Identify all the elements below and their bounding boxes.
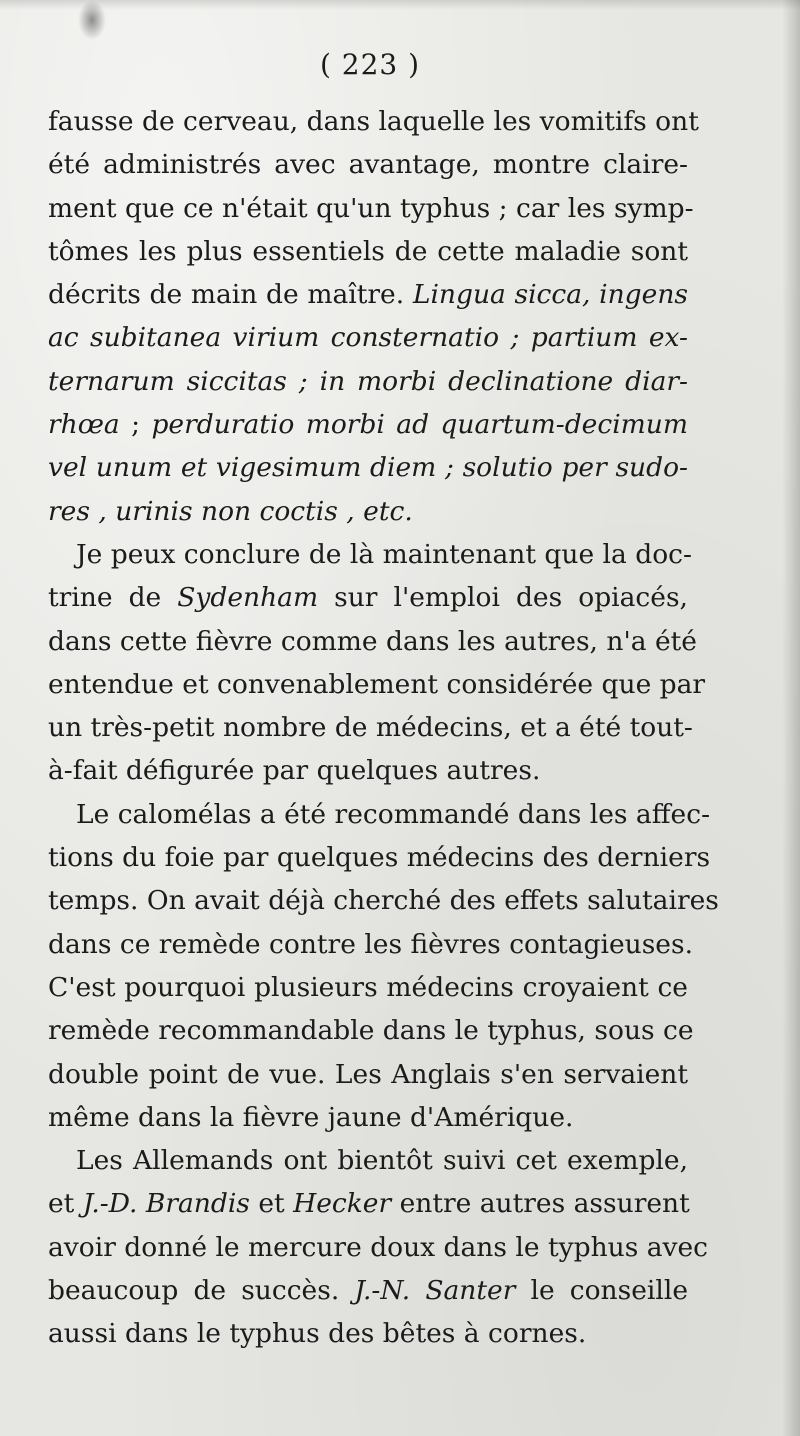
page-number: ( 223 ) bbox=[319, 48, 421, 81]
text-run: un très-petit nombre de médecins, et a été tout- bbox=[48, 712, 693, 744]
text-line bbox=[48, 1139, 688, 1182]
text-line bbox=[48, 1053, 688, 1096]
text-line bbox=[48, 663, 706, 706]
text-run: fausse de cerveau, dans laquelle les vomitifs ont bbox=[48, 106, 699, 137]
text-run: ment que ce n'était qu'un typhus ; car les symp- bbox=[48, 192, 694, 224]
text-run: à-fait défigurée par quelques autres. bbox=[48, 755, 541, 787]
text-run: temps. On avait déjà cherché des effets salutaires bbox=[48, 885, 719, 917]
text-line bbox=[48, 100, 699, 143]
text-run: aussi dans le typhus des bêtes à cornes. bbox=[48, 1318, 587, 1350]
page-body-text bbox=[48, 100, 719, 1356]
text-line bbox=[48, 316, 688, 359]
text-line bbox=[48, 446, 688, 489]
italic-text: ac subitanea virium consternatio ; partium ex- bbox=[48, 322, 688, 354]
text-run: Je peux conclure de là maintenant que la doc- bbox=[76, 538, 692, 570]
text-line bbox=[48, 879, 719, 922]
text-line bbox=[48, 576, 688, 619]
paragraph bbox=[48, 793, 719, 1139]
text-run: trine de bbox=[48, 582, 178, 614]
text-line bbox=[48, 923, 694, 966]
text-run: le conseille bbox=[515, 1275, 689, 1307]
text-line bbox=[48, 966, 688, 1009]
text-run: entendue et convenablement considérée que par bbox=[48, 668, 706, 700]
text-run: entre autres assurent bbox=[391, 1188, 690, 1220]
italic-text: Hecker bbox=[293, 1188, 392, 1220]
text-run: et bbox=[249, 1188, 294, 1220]
text-run: dans ce remède contre les fièvres contagieuses. bbox=[48, 928, 694, 960]
text-line bbox=[48, 273, 688, 316]
italic-text: J.-N. Santer bbox=[354, 1275, 516, 1307]
paragraph bbox=[48, 100, 699, 533]
text-run: C'est pourquoi plusieurs médecins croyaient ce bbox=[48, 971, 688, 1003]
text-run: sur l'emploi des opiacés, bbox=[318, 582, 688, 614]
paragraph bbox=[48, 533, 706, 793]
text-line bbox=[48, 793, 711, 836]
text-line bbox=[48, 490, 688, 533]
text-run: Les Allemands ont bientôt suivi cet exemple, bbox=[76, 1145, 688, 1177]
text-run: ; bbox=[119, 409, 152, 441]
text-line bbox=[48, 1226, 709, 1269]
text-line bbox=[48, 533, 692, 576]
text-line bbox=[48, 1269, 688, 1312]
page-binding-shadow bbox=[782, 0, 800, 1436]
text-line bbox=[48, 836, 711, 879]
text-line bbox=[48, 143, 688, 186]
text-run: Le calomélas a été recommandé dans les affec- bbox=[76, 798, 711, 830]
italic-text: Sydenham bbox=[177, 582, 319, 614]
text-run: dans cette fièvre comme dans les autres, n'a été bbox=[48, 625, 697, 657]
text-line bbox=[48, 706, 693, 749]
paragraph bbox=[48, 1139, 709, 1355]
text-line bbox=[48, 1096, 688, 1139]
text-line bbox=[48, 1009, 694, 1052]
italic-text: Lingua sicca, ingens bbox=[412, 279, 688, 311]
text-line bbox=[48, 230, 688, 273]
italic-text: perduratio morbi ad quartum-decimum bbox=[151, 409, 688, 441]
text-run: même dans la fièvre jaune d'Amérique. bbox=[48, 1101, 574, 1133]
italic-text: vel unum et vigesimum diem ; solutio per sudo- bbox=[48, 452, 688, 484]
text-line bbox=[48, 360, 688, 403]
text-line bbox=[48, 187, 694, 230]
text-line bbox=[48, 403, 688, 446]
ink-smudge bbox=[78, 0, 106, 40]
text-line bbox=[48, 620, 697, 663]
text-run: remède recommandable dans le typhus, sous ce bbox=[48, 1015, 694, 1047]
text-run: été administrés avec avantage, montre claire- bbox=[48, 149, 688, 181]
text-run: double point de vue. Les Anglais s'en servaient bbox=[48, 1058, 688, 1090]
text-run: avoir donné le mercure doux dans le typhus avec bbox=[48, 1231, 709, 1263]
text-line bbox=[48, 1182, 688, 1225]
italic-text: J.-D. Brandis bbox=[82, 1188, 250, 1220]
text-run: et bbox=[48, 1188, 83, 1220]
text-line bbox=[48, 749, 688, 792]
italic-text: res , urinis non coctis , etc. bbox=[48, 495, 413, 527]
text-run: beaucoup de succès. bbox=[48, 1275, 355, 1307]
text-run: tions du foie par quelques médecins des derniers bbox=[48, 842, 711, 874]
text-line bbox=[48, 1312, 688, 1355]
italic-text: ternarum siccitas ; in morbi declinatione diar- bbox=[48, 365, 688, 397]
text-run: décrits de main de maître. bbox=[48, 279, 413, 311]
italic-text: rhœa bbox=[48, 409, 120, 441]
page-top-shadow bbox=[0, 0, 800, 10]
text-run: tômes les plus essentiels de cette maladie sont bbox=[48, 235, 688, 267]
